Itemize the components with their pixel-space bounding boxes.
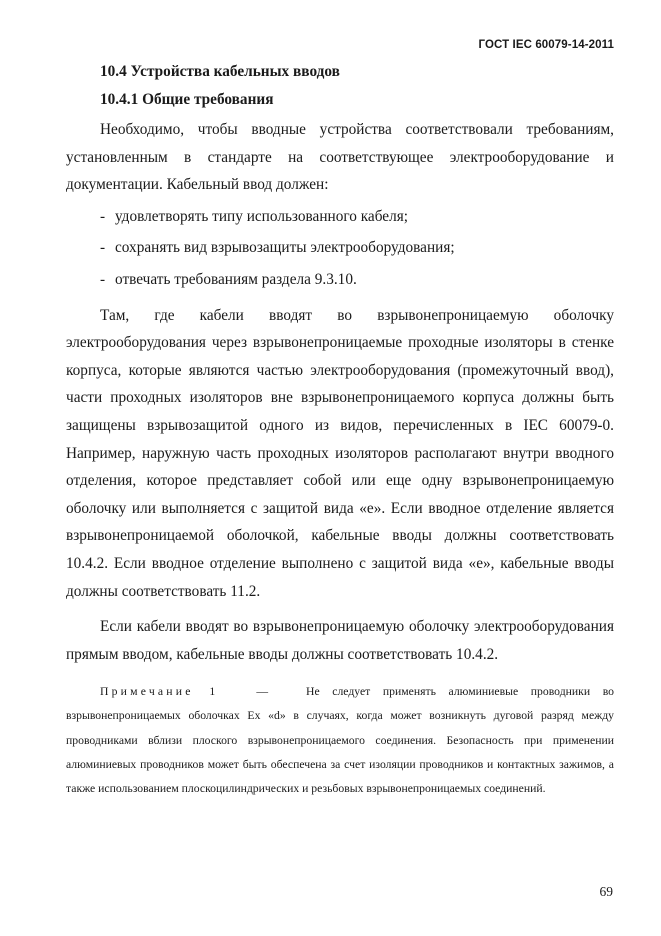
list-dash: - <box>100 270 106 288</box>
list-item-text: удовлетворять типу использованного кабеля; <box>115 207 409 225</box>
requirements-list <box>66 203 614 294</box>
list-dash: - <box>100 239 106 257</box>
note-label: Примечание 1 <box>100 685 219 699</box>
list-item <box>66 266 614 294</box>
standard-header: ГОСТ IEC 60079-14-2011 <box>478 39 614 51</box>
note-dash: — <box>256 685 269 699</box>
list-item <box>66 203 614 231</box>
list-dash: - <box>100 207 106 225</box>
direct-entry-paragraph: Если кабели вводят во взрывонепроницаемую оболочку электрооборудования прямым вводом, кабельные вводы должны соответствовать 10.4.2. <box>66 618 614 663</box>
flameproof-bushings-paragraph: Там, где кабели вводят во взрывонепроницаемую оболочку электрооборудования через взрывонепроницаемые проходные изоляторы в стенке корпуса, которые являются частью электрооборудования (промежуточный ввод), части проходных изоляторов вне взрывонепроницаемого корпуса должны быть защищены взрывозащитой одного из видов, перечисленных в IEC 60079-0. Например, наружную часть проходных изоляторов располагают внутри вводного отделения, которое представляет собой или еще одну взрывонепроницаемую оболочку или выполняется с защитой вида «е». Если вводное отделение является взрывонепроницаемой оболочкой, кабельные вводы должны соответствовать 10.4.2. Если вводное отделение выполнено с защитой вида «е», кабельные вводы должны соответствовать 11.2. <box>66 306 614 600</box>
section-heading: 10.4 Устройства кабельных вводов <box>100 63 340 80</box>
intro-paragraph: Необходимо, чтобы вводные устройства соответствовали требованиям, установленным в стандарте на соответствующее электрооборудование и документации. Кабельный ввод должен: <box>66 121 614 194</box>
list-item <box>66 234 614 262</box>
note-text: Не следует применять алюминиевые проводники во взрывонепроницаемых оболочках Ex «d» в случаях, когда может возникнуть дуговой разряд между проводниками вблизи плоского взрывонепроницаемого соединения. Безопасность при применении алюминиевых проводников может быть обеспечена за счет изоляции проводников и контактных зажимов, а также использованием плоскоцилиндрических и резьбовых взрывонепроницаемых соединений. <box>66 685 614 796</box>
list-item-text: отвечать требованиям раздела 9.3.10. <box>115 270 357 288</box>
document-body <box>66 62 614 813</box>
subsection-heading: 10.4.1 Общие требования <box>100 91 274 108</box>
note-paragraph <box>66 680 614 801</box>
list-item-text: сохранять вид взрывозащиты электрооборудования; <box>115 239 455 257</box>
page-number: 69 <box>599 884 613 899</box>
